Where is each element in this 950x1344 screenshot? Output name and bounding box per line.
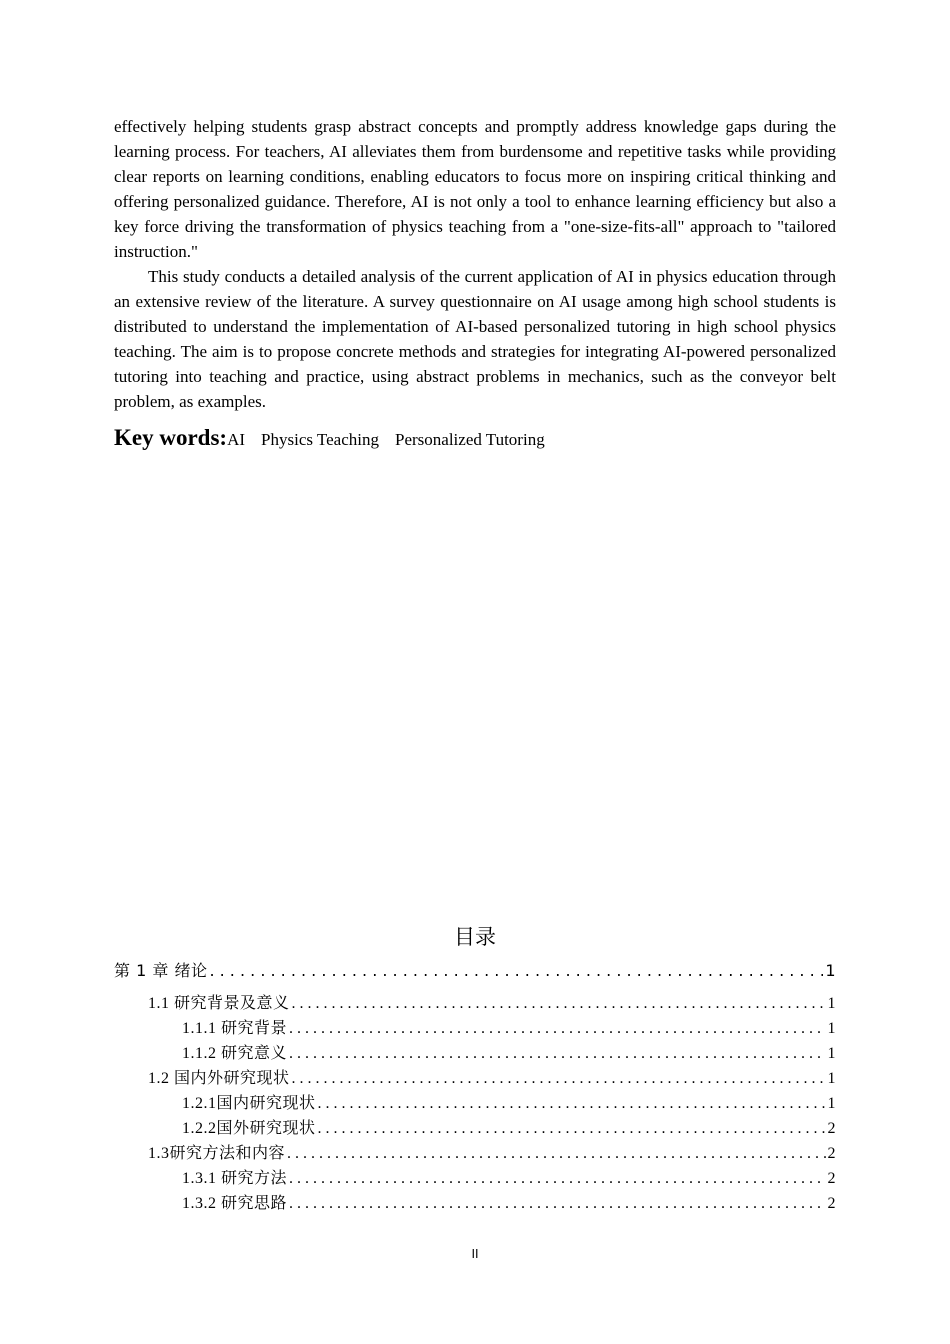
toc-entry-label: 1.1 研究背景及意义 (148, 995, 290, 1012)
toc-entry-page: 1 (827, 995, 836, 1012)
toc-entry-label: 第 1 章 绪论 (114, 961, 208, 980)
toc-entry-label: 1.3.2 研究思路 (182, 1195, 288, 1212)
toc-leader-dots (289, 1016, 825, 1041)
toc-entry-1-3-2[interactable] (114, 1191, 836, 1216)
toc-leader-dots (318, 1091, 826, 1116)
toc-entry-page: 2 (827, 1120, 836, 1137)
toc-leader-dots (289, 1191, 825, 1216)
toc-leader-dots (289, 1166, 825, 1191)
toc-entry-label: 1.1.1 研究背景 (182, 1020, 288, 1037)
toc-entry-label: 1.3.1 研究方法 (182, 1170, 288, 1187)
toc-entry-page: 1 (827, 1095, 836, 1112)
keywords-label: Key words: (114, 425, 228, 450)
toc-entry-page: 1 (827, 1020, 836, 1037)
toc-entry-label: 1.3研究方法和内容 (148, 1145, 286, 1162)
toc-entry-label: 1.2.2国外研究现状 (182, 1120, 316, 1137)
abstract-section (114, 114, 836, 455)
toc-leader-dots (292, 991, 826, 1016)
keyword: Personalized Tutoring (395, 430, 545, 449)
keywords-line (114, 423, 836, 455)
toc-leader-dots (318, 1116, 826, 1141)
toc-entry-page: 2 (827, 1195, 836, 1212)
toc-entry-page: 2 (827, 1170, 836, 1187)
toc-entry-1-3-1[interactable] (114, 1166, 836, 1191)
toc-entry-1-2-2[interactable] (114, 1116, 836, 1141)
keyword: Physics Teaching (261, 430, 379, 449)
toc-entry-chapter-1[interactable] (114, 958, 836, 984)
table-of-contents (114, 920, 836, 1216)
toc-entry-page: 2 (827, 1145, 836, 1162)
toc-title: 目录 (454, 925, 496, 949)
toc-entry-1-2[interactable] (114, 1066, 836, 1091)
abstract-paragraph-1: effectively helping students grasp abstract concepts and promptly address knowledge gaps during the learning process. For teachers, AI alleviates them from burdensome and repetitive tasks while providing clear reports on learning conditions, enabling educators to focus more on inspiring critical thinking and offering personalized guidance. Therefore, AI is not only a tool to enhance learning efficiency but also a key force driving the transformation of physics teaching from a "one-size-fits-all" approach to "tailored instruction." (114, 117, 836, 261)
toc-entry-page: 1 (825, 961, 836, 980)
toc-entry-label: 1.2 国内外研究现状 (148, 1070, 290, 1087)
toc-entry-page: 1 (827, 1070, 836, 1087)
toc-entry-1-1-2[interactable] (114, 1041, 836, 1066)
toc-leader-dots (292, 1066, 826, 1091)
toc-leader-dots (287, 1141, 825, 1166)
toc-entry-1-1[interactable] (114, 991, 836, 1016)
toc-leader-dots (209, 958, 823, 984)
abstract-paragraph-2: This study conducts a detailed analysis of the current application of AI in physics education through an extensive review of the literature. A survey questionnaire on AI usage among high school students is distributed to understand the implementation of AI-based personalized tutoring in high school physics teaching. The aim is to propose concrete methods and strategies for integrating AI-powered personalized tutoring into teaching and practice, using abstract problems in mechanics, such as the conveyor belt problem, as examples. (114, 267, 836, 411)
toc-entry-1-2-1[interactable] (114, 1091, 836, 1116)
toc-entry-label: 1.2.1国内研究现状 (182, 1095, 316, 1112)
toc-entry-1-1-1[interactable] (114, 1016, 836, 1041)
toc-entry-label: 1.1.2 研究意义 (182, 1045, 288, 1062)
toc-entry-1-3[interactable] (114, 1141, 836, 1166)
toc-entry-page: 1 (827, 1045, 836, 1062)
page-number: II (471, 1247, 479, 1261)
keyword: AI (227, 430, 246, 449)
toc-leader-dots (289, 1041, 825, 1066)
